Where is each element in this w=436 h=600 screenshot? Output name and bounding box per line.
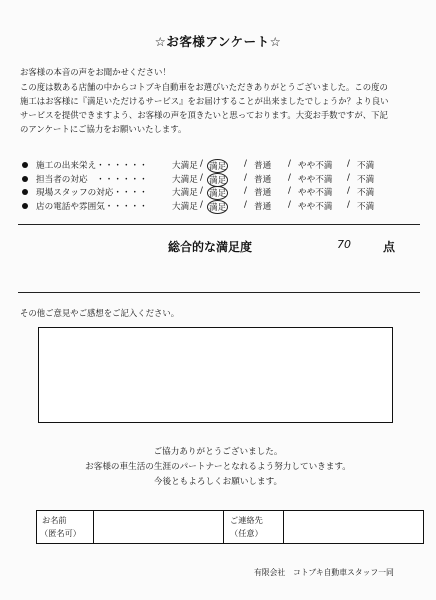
bullet-icon bbox=[22, 203, 28, 209]
option-separator: / bbox=[347, 172, 350, 183]
intro-line: 施工はお客様に『満足いただけるサービス』をお届けすることが出来ましたでしょうか？より良い bbox=[20, 96, 389, 106]
rating-row bbox=[22, 159, 422, 173]
closing-line: 今後ともよろしくお願いします。 bbox=[153, 477, 283, 487]
bullet-icon bbox=[22, 162, 28, 168]
comment-box[interactable] bbox=[38, 327, 393, 423]
survey-title: ☆お客様アンケート☆ bbox=[154, 34, 282, 49]
closing-line: ご協力ありがとうございました。 bbox=[153, 447, 283, 457]
bullet-icon bbox=[22, 189, 28, 195]
overall-satisfaction-score[interactable]: 70 bbox=[337, 238, 351, 251]
rating-row bbox=[22, 200, 422, 214]
contact-sublabel: （任意） bbox=[230, 528, 263, 538]
contact-field[interactable] bbox=[283, 511, 422, 543]
rating-row bbox=[22, 186, 422, 200]
option-separator: / bbox=[200, 159, 203, 169]
rating-option[interactable]: 満足 bbox=[207, 186, 228, 200]
rating-option[interactable]: やや不満 bbox=[298, 161, 333, 171]
option-separator: / bbox=[288, 159, 291, 169]
option-separator: / bbox=[244, 159, 247, 169]
rating-option[interactable]: 大満足 bbox=[172, 174, 198, 185]
option-separator: / bbox=[288, 199, 291, 210]
rating-option[interactable]: 大満足 bbox=[172, 188, 198, 199]
question-label: 現場スタッフの対応・・・・ bbox=[36, 188, 148, 199]
name-sublabel: （匿名可） bbox=[40, 528, 81, 538]
company-signature: 有限会社 コトブキ自動車スタッフ一同 bbox=[254, 568, 394, 577]
rating-option[interactable]: 不満 bbox=[357, 188, 375, 199]
rating-option[interactable]: 不満 bbox=[357, 174, 375, 185]
overall-satisfaction-label: 総合的な満足度 bbox=[168, 240, 253, 254]
rating-questions bbox=[22, 159, 422, 213]
rating-option[interactable]: 不満 bbox=[357, 201, 375, 212]
rating-option[interactable]: 普通 bbox=[254, 161, 272, 171]
section-divider bbox=[18, 224, 420, 225]
option-separator: / bbox=[347, 186, 350, 197]
rating-row bbox=[22, 173, 422, 187]
option-separator: / bbox=[200, 172, 203, 183]
rating-option[interactable]: 大満足 bbox=[172, 161, 198, 171]
rating-option[interactable]: 普通 bbox=[254, 188, 272, 199]
option-separator: / bbox=[244, 172, 247, 183]
intro-line: のアンケートにご協力をお願いいたします。 bbox=[20, 124, 187, 134]
rating-option[interactable]: やや不満 bbox=[298, 188, 333, 199]
option-separator: / bbox=[288, 186, 291, 197]
contact-label-cell bbox=[223, 511, 284, 543]
closing-line: お客様の車生活の生涯のパートナーとなれるよう努力していきます。 bbox=[85, 462, 351, 472]
section-divider bbox=[18, 292, 420, 293]
question-label: 施工の出来栄え・・・・・・ bbox=[36, 161, 148, 171]
rating-option[interactable]: やや不満 bbox=[298, 201, 333, 212]
intro-heading: お客様の本音の声をお聞かせください！ bbox=[20, 67, 171, 77]
contact-label: ご連絡先 bbox=[230, 515, 263, 525]
option-separator: / bbox=[244, 199, 247, 210]
option-separator: / bbox=[244, 186, 247, 197]
rating-option[interactable]: 満足 bbox=[207, 159, 228, 173]
intro-line: サービスを提供できますよう、お客様の声を頂きたいと思っております。大変お手数ですが、下記 bbox=[20, 110, 388, 120]
option-separator: / bbox=[347, 159, 350, 169]
question-label: 担当者の対応 ・・・・・・ bbox=[36, 174, 148, 185]
rating-option[interactable]: 満足 bbox=[207, 173, 228, 187]
rating-option[interactable]: 満足 bbox=[207, 200, 228, 214]
bullet-icon bbox=[22, 176, 28, 182]
comment-label: その他ご意見やご感想をご記入ください。 bbox=[20, 308, 180, 318]
option-separator: / bbox=[200, 186, 203, 197]
name-field[interactable] bbox=[93, 511, 224, 543]
option-separator: / bbox=[200, 199, 203, 210]
question-label: 店の電話や雰囲気・・・・・ bbox=[36, 201, 148, 212]
rating-option[interactable]: 普通 bbox=[254, 201, 272, 212]
overall-satisfaction-unit: 点 bbox=[383, 240, 396, 254]
rating-option[interactable]: やや不満 bbox=[298, 174, 333, 185]
rating-option[interactable]: 不満 bbox=[357, 161, 375, 171]
intro-line: この度は数ある店舗の中からコトブキ自動車をお選びいただきありがとうございました。この度の bbox=[20, 82, 388, 92]
name-label: お名前 bbox=[42, 515, 67, 525]
rating-option[interactable]: 普通 bbox=[254, 174, 272, 185]
option-separator: / bbox=[347, 199, 350, 210]
option-separator: / bbox=[288, 172, 291, 183]
contact-info-table bbox=[36, 510, 424, 544]
rating-option[interactable]: 大満足 bbox=[172, 201, 198, 212]
